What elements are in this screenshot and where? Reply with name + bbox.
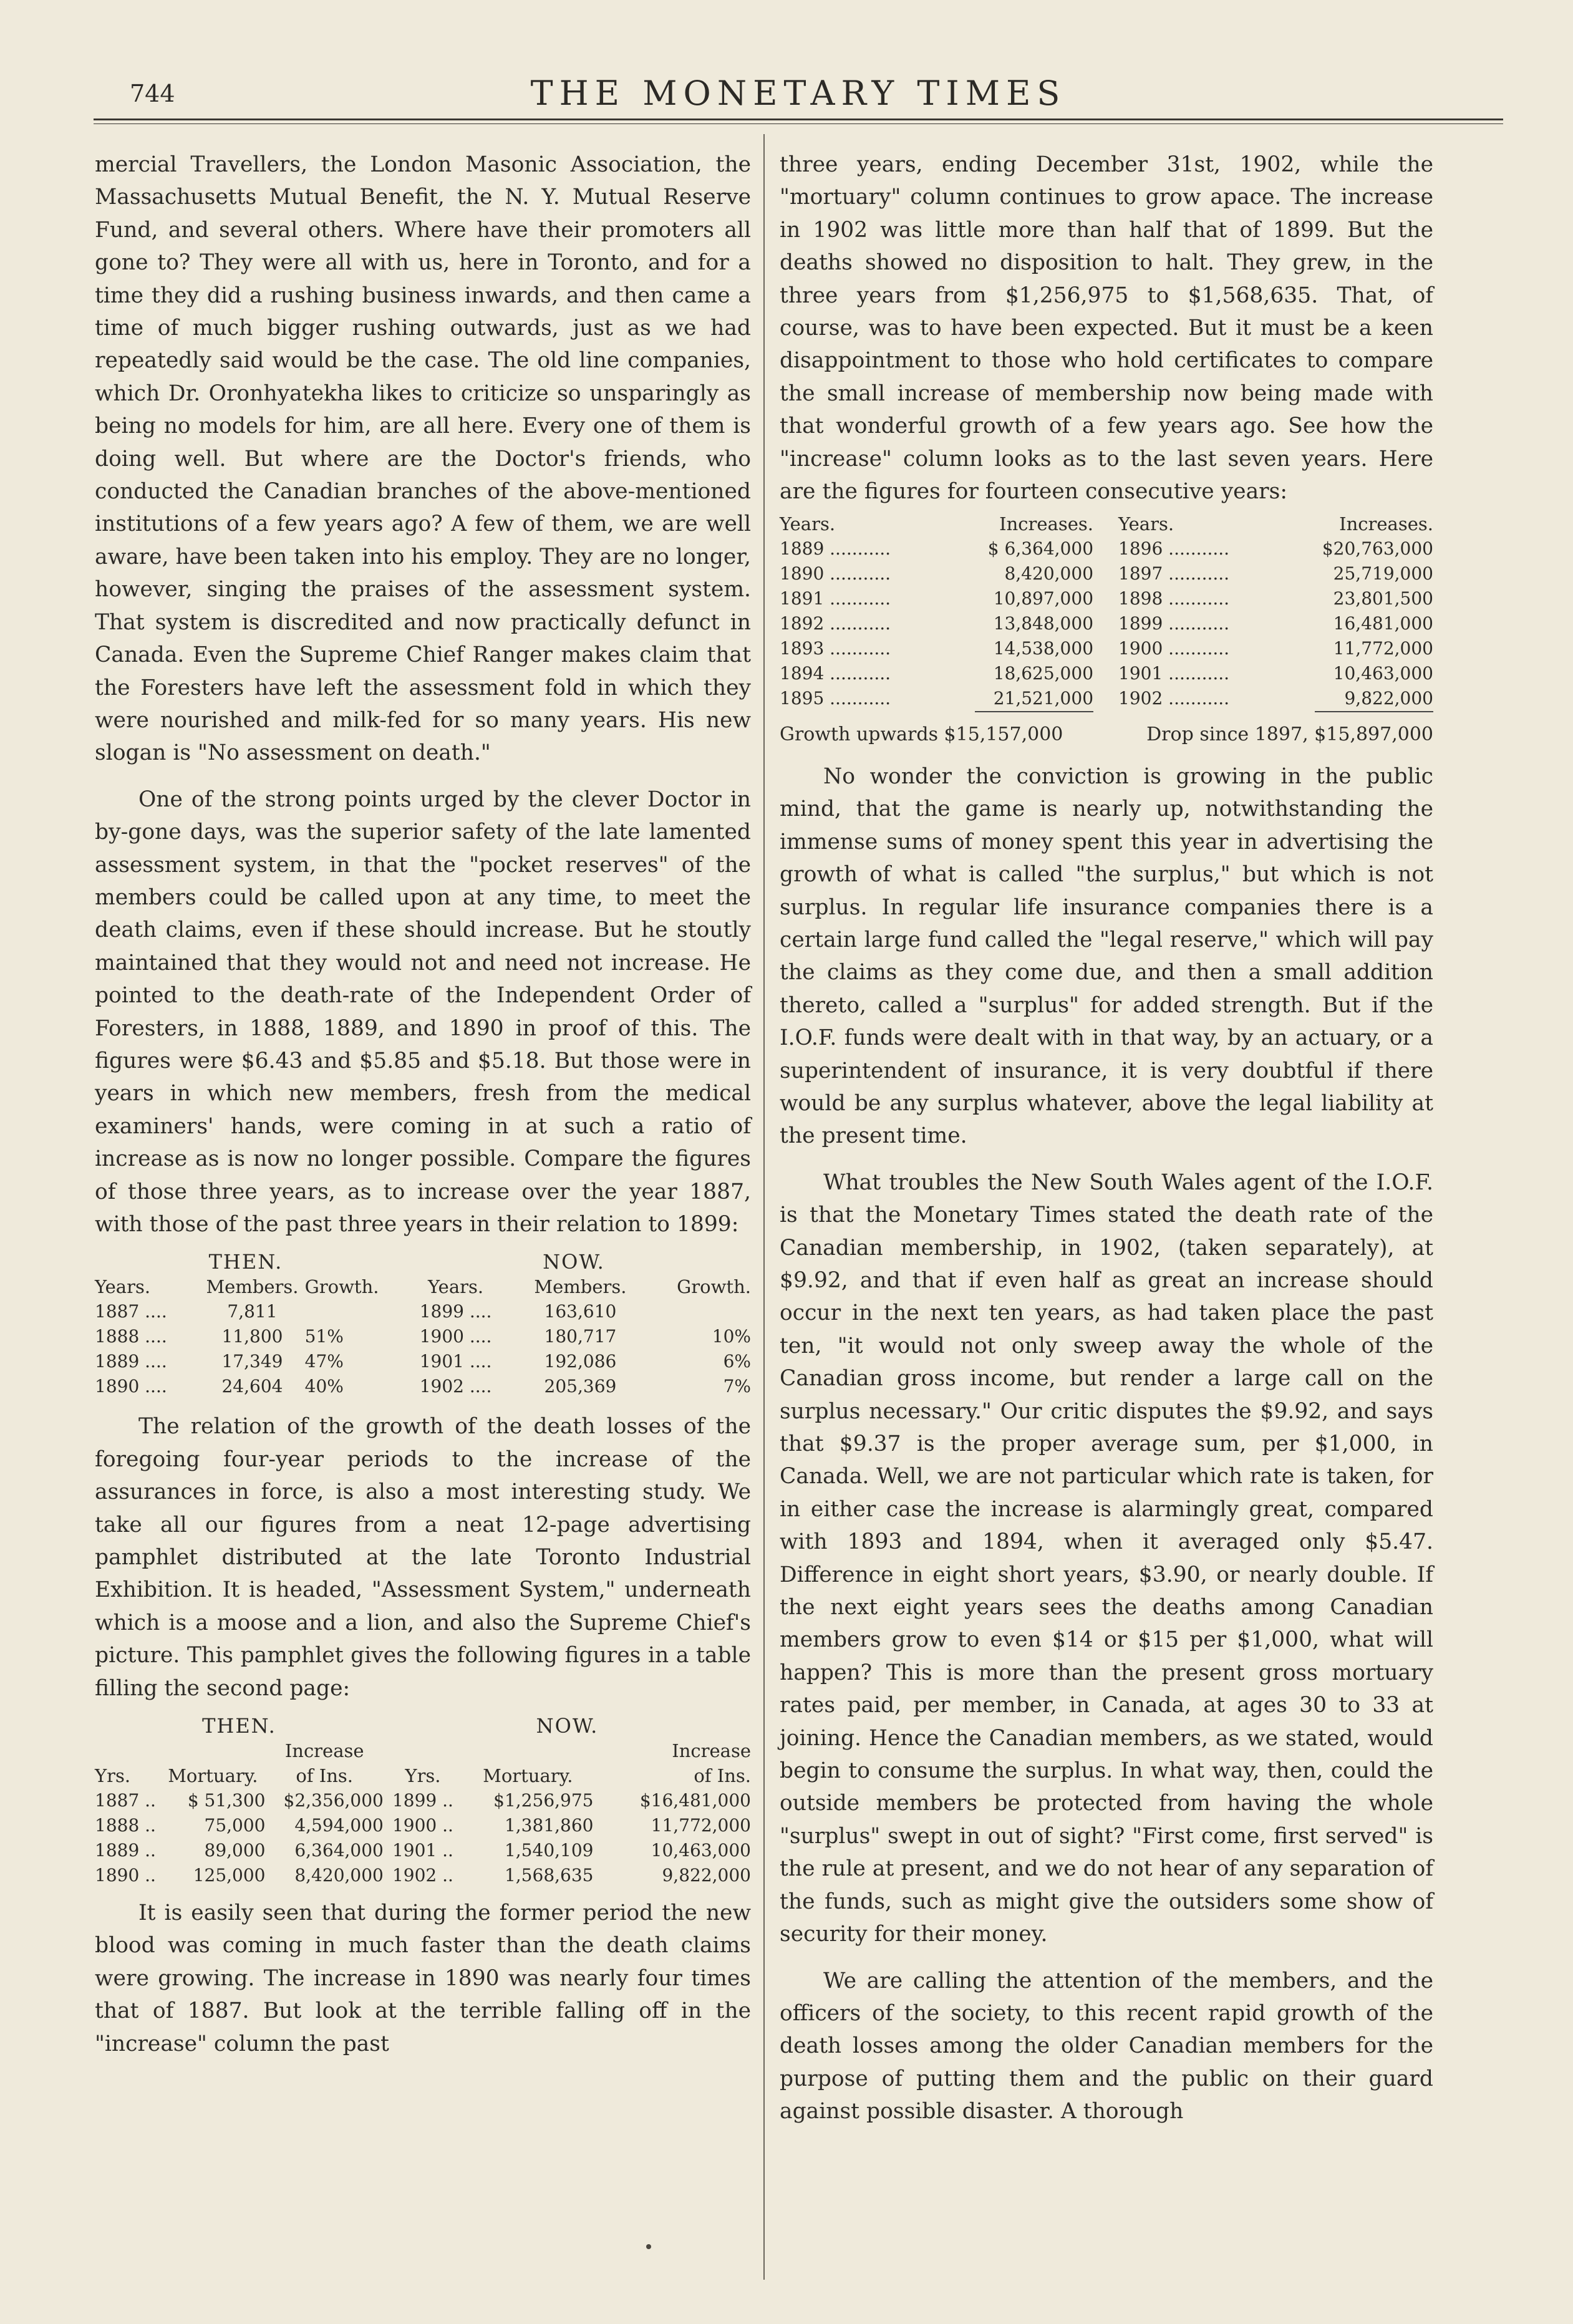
column-divider [763, 134, 765, 2280]
table-cell: 23,801,500 [1333, 588, 1433, 609]
col-header: Mortuary. [483, 1765, 573, 1787]
left-paragraph-3: The relation of the growth of the death losses of the foregoing four-year periods to the increase of the assurances in force, is also a most interesting study. We take all our figures from a neat 12-page advertising pamphlet distributed at the late Toronto Industrial Exhibition. It is headed, "Assessment System," underneath which is a moose and a lion, and also the Supreme Chief's picture. This pamphlet gives the following figures in a table filling the second page: [95, 1414, 751, 1701]
then-label: THEN. [208, 1250, 283, 1274]
table-cell: 192,086 [544, 1351, 617, 1372]
table-row [95, 1863, 751, 1888]
col-header: Members. [206, 1276, 299, 1298]
table-cell: 1895 ........... [780, 688, 891, 709]
table-cell: 1901 ........... [1118, 663, 1230, 684]
table-cell: 1897 ........... [1118, 563, 1230, 584]
table-cell: 163,610 [544, 1301, 617, 1322]
table-cell: 1901 .... [419, 1351, 492, 1372]
right-paragraph-3: What troubles the New South Wales agent of the I.O.F. is that the Monetary Times stated the death rate of the Canadian membership, in 1902, (taken separately), at $9.92, and that if even half as great an increase should occur in the next ten years, as had taken place the past ten, "it would not only sweep away the whole of the Canadian gross income, but render a large call on the surplus necessary." Our critic disputes the $9.92, and says that $9.37 is the proper average sum, per $1,000, in Canada. Well, we are not particular which rate is taken, for in either case the increase is alarmingly great, compared with 1893 and 1894, when it averaged only $5.47. Difference in eight short years, $3.90, or nearly double. If the next eight years sees the deaths among Canadian members grow to even $14 or $15 per $1,000, what will happen? This is more than the present gross mortuary rates paid, per member, in Canada, at ages 30 to 33 at joining. Hence the Canadian members, as we stated, would begin to consume the surplus. In what way, then, could the outside members be protected from having the whole "surplus" swept in out of sight? "First come, first served" is the rule at present, and we do not hear of any separation of the funds, such as might give the outsiders some show of security for their money. [780, 1169, 1433, 1947]
table-cell: 1890 .. [95, 1865, 156, 1886]
table-cell [305, 1299, 397, 1324]
increases-table [780, 511, 1433, 712]
left-paragraph-2: One of the strong points urged by the clever Doctor in by-gone days, was the superior safety of the late lamented assessment system, in that the "pocket reserves" of the members could be called upon at any time, to meet the death claims, even if these should increase. But he stoutly maintained that they would not and need not increase. He pointed to the death-rate of the Independent Order of Foresters, in 1888, 1889, and 1890 in proof of this. The figures were $6.43 and $5.85 and $5.18. But those were in years in which new members, fresh from the medical examiners' hands, were coming in at such a ratio of increase as is now no longer possible. Compare the figures of those three years, as to increase over the year 1887, with those of the past three years in their relation to 1899: [95, 787, 751, 1237]
table-row [95, 1813, 751, 1838]
table-cell: 10% [712, 1326, 751, 1347]
table-cell: 11,772,000 [1333, 638, 1433, 659]
now-label: NOW. [536, 1714, 599, 1738]
table-cell: 1900 .... [419, 1326, 492, 1347]
table-row [780, 611, 1433, 636]
table-cell: 11,800 [221, 1326, 283, 1347]
table-cell: 1890 .... [95, 1376, 167, 1397]
table-cell: $1,256,975 [493, 1790, 594, 1811]
table-cell: 10,897,000 [993, 588, 1094, 609]
table-cell: 7% [723, 1376, 751, 1397]
now-label: NOW. [543, 1250, 605, 1274]
then-label: THEN. [202, 1714, 276, 1738]
col-header: Years. [780, 513, 836, 535]
table-cell: 180,717 [544, 1326, 617, 1347]
table-cell: $ 6,364,000 [987, 538, 1094, 559]
col-header: Increases. [999, 513, 1094, 535]
table-cell: 1,568,635 [504, 1865, 594, 1886]
membership-growth-table [95, 1249, 751, 1399]
table-row [95, 1324, 751, 1349]
table-row [95, 1838, 751, 1863]
col-header: Yrs. [95, 1765, 131, 1787]
right-paragraph-2: No wonder the conviction is growing in the public mind, that the game is nearly up, notwithstanding the immense sums of money spent this year in advertising the growth of what is called "the surplus," but which is not surplus. In regular life insurance companies there is a certain large fund called the "legal reserve," which will pay the claims as they come due, and then a small addition thereto, called a "surplus" for added strength. But if the I.O.F. funds were dealt with in that way, by an actuary, or a superintendent of insurance, it is very doubtful if there would be any surplus whatever, above the legal liability at the present time. [780, 763, 1433, 1149]
sum-rule [975, 711, 1093, 712]
table-row [95, 1299, 751, 1324]
col-header: Years. [95, 1276, 151, 1298]
table-cell: 1899 ........... [1118, 613, 1230, 634]
table-cell: 8,420,000 [294, 1865, 384, 1886]
col-header: Growth. [304, 1276, 379, 1298]
table-cell: 89,000 [204, 1840, 266, 1861]
table-cell: 11,772,000 [651, 1815, 751, 1836]
table-cell: 9,822,000 [662, 1865, 751, 1886]
table-cell: 21,521,000 [993, 688, 1094, 709]
right-paragraph-4: We are calling the attention of the members, and the officers of the society, to this recent rapid growth of the death losses among the older Canadian members for the purpose of putting them and the public on their guard against possible disaster. A thorough [780, 1968, 1433, 2124]
table-cell: $2,356,000 [283, 1790, 384, 1811]
col-header: Years. [428, 1276, 484, 1298]
table-row [780, 536, 1433, 561]
table-cell: 8,420,000 [1004, 563, 1094, 584]
table-row [95, 1788, 751, 1813]
header-rule-thick [94, 119, 1503, 120]
running-title: THE MONETARY TIMES [530, 74, 1067, 113]
table-cell: 17,349 [221, 1351, 283, 1372]
table-cell [646, 1299, 751, 1324]
table-cell: 51% [304, 1326, 344, 1347]
table-cell: 1,381,860 [504, 1815, 594, 1836]
table-cell: 1900 .. [392, 1815, 453, 1836]
table-cell: 1,540,109 [504, 1840, 594, 1861]
table-cell: $20,763,000 [1322, 538, 1433, 559]
table-cell: 9,822,000 [1344, 688, 1433, 709]
table-cell: 1902 ........... [1118, 688, 1230, 709]
col-header: of Ins. [694, 1765, 751, 1787]
table-cell: 14,538,000 [993, 638, 1094, 659]
table-cell: 1888 .... [95, 1326, 167, 1347]
table-cell: 1896 ........... [1118, 538, 1230, 559]
col-header: Increase [672, 1740, 751, 1762]
table-row [95, 1374, 751, 1399]
col-header: of Ins. [296, 1765, 353, 1787]
header-rule-thin [94, 123, 1503, 124]
table-row [780, 561, 1433, 586]
table-cell: 1887 .... [95, 1301, 167, 1322]
table-cell: $16,481,000 [639, 1790, 751, 1811]
table-cell: 16,481,000 [1333, 613, 1433, 634]
table-cell: 7,811 [227, 1301, 278, 1322]
table-cell: 1899 .. [392, 1790, 453, 1811]
table-cell: 47% [304, 1351, 344, 1372]
right-column [780, 148, 1433, 2128]
table-cell: 1894 ........... [780, 663, 891, 684]
page-header [94, 74, 1503, 117]
table-cell: 4,594,000 [294, 1815, 384, 1836]
table-row [95, 1349, 751, 1374]
col-header: Yrs. [405, 1765, 441, 1787]
table-row [780, 661, 1433, 686]
col-header: Increase [284, 1740, 364, 1762]
table-cell: 1899 .... [419, 1301, 492, 1322]
table-cell: 1890 ........... [780, 563, 891, 584]
sum-rule [1315, 711, 1433, 712]
page-number: 744 [130, 80, 175, 107]
col-header: Increases. [1339, 513, 1433, 535]
table-row [780, 586, 1433, 611]
table-row [780, 636, 1433, 661]
table-cell: 1889 .. [95, 1840, 156, 1861]
table-cell: 10,463,000 [1333, 663, 1433, 684]
table-cell: 40% [304, 1376, 344, 1397]
table-cell: 1887 .. [95, 1790, 156, 1811]
table-cell: 125,000 [193, 1865, 266, 1886]
left-paragraph-1: mercial Travellers, the London Masonic Association, the Massachusetts Mutual Benefit, the N. Y. Mutual Reserve Fund, and several others. Where have their promoters all gone to? They were all with us, here in Toronto, and for a time they did a rushing business inwards, and then came a time of much bigger rushing outwards, just as we had repeatedly said would be the case. The old line companies, which Dr. Oronhyatekha likes to criticize so unsparingly as being no models for him, are all here. Every one of them is doing well. But where are the Doctor's friends, who conducted the Canadian branches of the above-mentioned institutions of a few years ago? A few of them, we are well aware, have been taken into his employ. They are no longer, however, singing the praises of the assessment system. That system is discredited and now practically defunct in Canada. Even the Supreme Chief Ranger makes claim that the Foresters have left the assessment fold in which they were nourished and milk-fed for so many years. His new slogan is "No assessment on death." [95, 152, 751, 766]
drop-since-total: Drop since 1897, $15,897,000 [1146, 724, 1433, 746]
table-cell: $ 51,300 [187, 1790, 266, 1811]
table-cell: 1902 .. [392, 1865, 453, 1886]
table-cell: 1902 .... [419, 1376, 492, 1397]
table-cell: 1898 ........... [1118, 588, 1230, 609]
left-column [95, 148, 751, 2060]
table-cell: 25,719,000 [1333, 563, 1433, 584]
col-header: Years. [1118, 513, 1174, 535]
page-mark [646, 2244, 651, 2249]
increases-table-footer [780, 719, 1433, 751]
table-cell: 75,000 [204, 1815, 266, 1836]
table-cell: 1889 ........... [780, 538, 891, 559]
growth-upwards-total: Growth upwards $15,157,000 [780, 724, 1063, 746]
table-cell: 18,625,000 [993, 663, 1094, 684]
table-row [780, 686, 1433, 711]
table-cell: 13,848,000 [993, 613, 1094, 634]
table-cell: 1889 .... [95, 1351, 167, 1372]
table-cell: 6% [723, 1351, 751, 1372]
table-cell: 1891 ........... [780, 588, 891, 609]
table-cell: 1901 .. [392, 1840, 453, 1861]
mortuary-table [95, 1713, 751, 1888]
left-paragraph-4: It is easily seen that during the former period the new blood was coming in much faster than the death claims were growing. The increase in 1890 was nearly four times that of 1887. But look at the terrible falling off in the "increase" column the past [95, 1900, 751, 2056]
table-cell: 6,364,000 [294, 1840, 384, 1861]
col-header: Growth. [677, 1276, 751, 1298]
table-cell: 1893 ........... [780, 638, 891, 659]
table-cell: 24,604 [221, 1376, 283, 1397]
table-cell: 1888 .. [95, 1815, 156, 1836]
right-paragraph-1: three years, ending December 31st, 1902, while the "mortuary" column continues to grow apace. The increase in 1902 was little more than half that of 1899. But the deaths showed no disposition to halt. They grew, in the three years from $1,256,975 to $1,568,635. That, of course, was to have been expected. But it must be a keen disappointment to those who hold certificates to compare the small increase of membership now being made with that wonderful growth of a few years ago. See how the "increase" column looks as to the last seven years. Here are the figures for fourteen consecutive years: [780, 152, 1433, 505]
col-header: Members. [534, 1276, 627, 1298]
table-cell: 205,369 [544, 1376, 617, 1397]
table-cell: 1892 ........... [780, 613, 891, 634]
table-cell: 1900 ........... [1118, 638, 1230, 659]
table-cell: 10,463,000 [651, 1840, 751, 1861]
col-header: Mortuary. [168, 1765, 258, 1787]
